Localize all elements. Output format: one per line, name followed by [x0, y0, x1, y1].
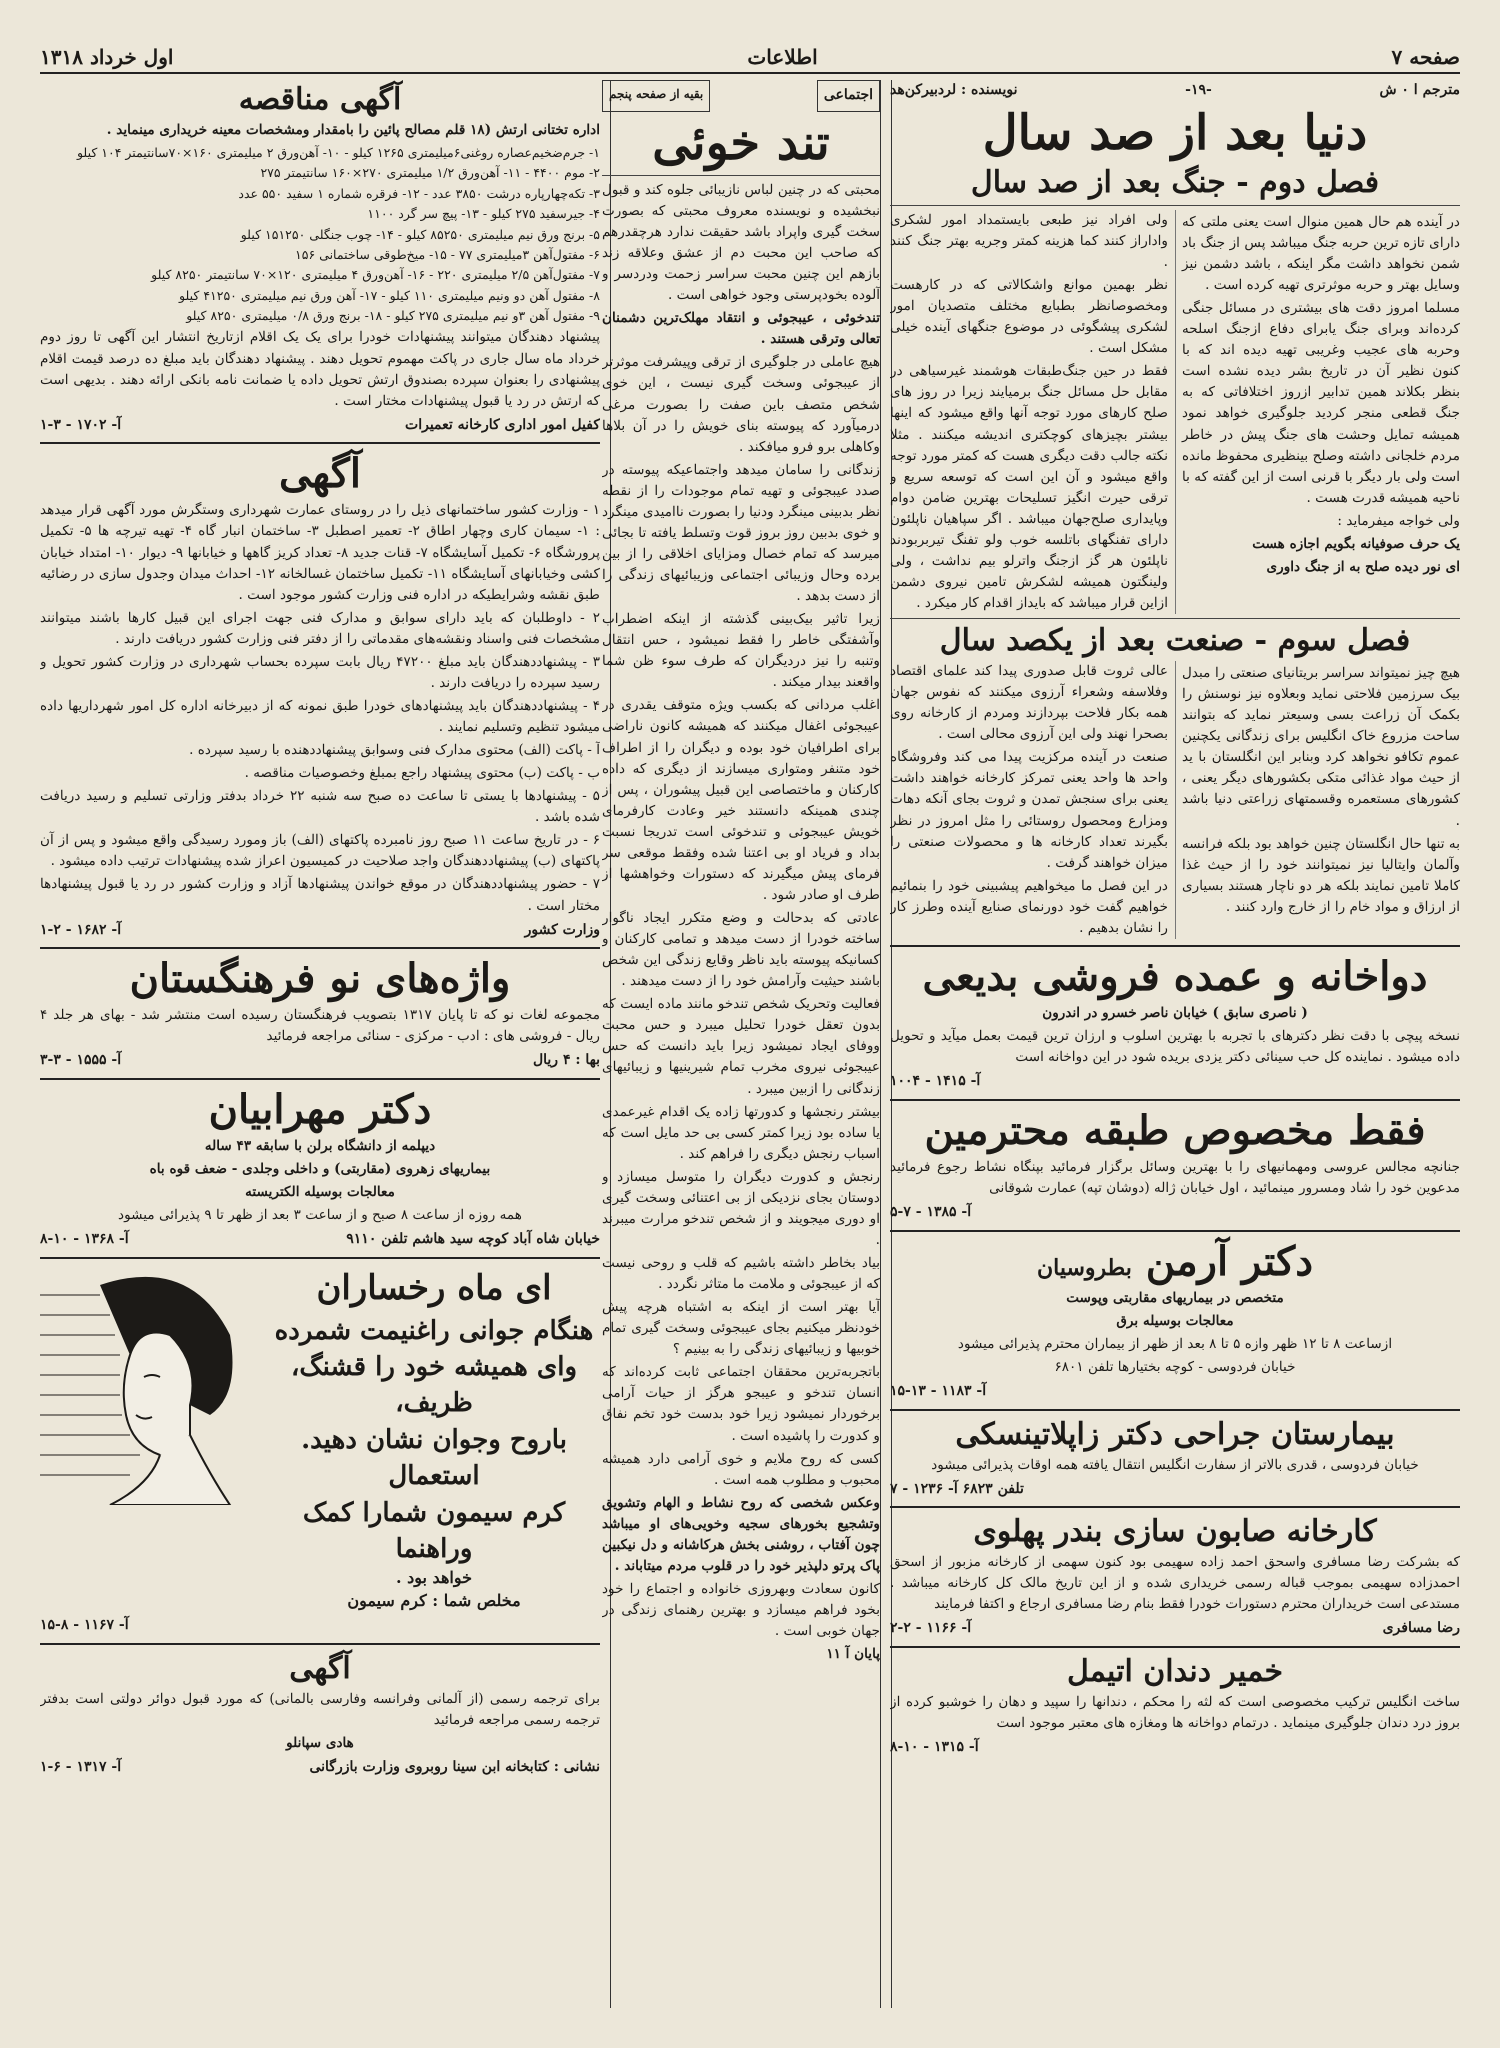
ad-title: آگهی [279, 450, 361, 498]
section-label: اجتماعی [817, 80, 880, 112]
ad-ref: آ- ۱۳۶۸ - ۱۰-۸ [40, 1231, 129, 1248]
ad-ref: آ- ۱۳۱۷ - ۶-۱ [40, 1758, 122, 1775]
article-title: تند خوئی [652, 114, 830, 171]
doctor-surname: بطروسیان [1036, 1254, 1132, 1281]
list-item: ۷- مفتول‌آهن ۲/۵ میلیمتری ۲۲۰ - ۱۶- آهن‌ورق ۴ میلیمتری ۱۲۰×۷۰ سانتیمتر ۸۲۵۰ کیلو [151, 267, 600, 283]
paragraph: هیچ چیز نمیتواند سراسر بریتانیای صنعتی را مبدل بیک سرزمین فلاحتی نماید وبعلاوه نیز نوسنش را بکمک آن زراعت بسی وسیعتر نماید که بتوانند ساحت مزروع خاک انگلیس برای زندگانی یکچنین عموم تکافو نخواهد کرد وبنابر این انگلستان با ید از حیث مواد غذائی متکی بکشورهای دیگر یعنی ، کشورهای مستعمره وقسمتهای زراعتی دنیا باشد . [1182, 665, 1460, 829]
ad-dr-armen [890, 1238, 1460, 1403]
paragraph: ولی افراد نیز طبعی بایستمداد امور لشکری واداراز کنند کما هزینه کمتر وجریه بهتر جنگ کنند . [890, 211, 1168, 270]
ad-tender [40, 82, 600, 436]
list-item: ۵- برنج ورق نیم میلیمتری ۸۵۲۵۰ کیلو - ۱۴- چوب جنگلی ۱۵۱۲۵۰ کیلو [240, 226, 600, 242]
paragraph: هیچ عاملی در جلوگیری از ترقی وپیشرفت موثرتر از عیبجوئی وسخت گیری نیست ، این خوی شخص متصف باین صفت را بصورت مرغی درمیآورد که پیوسته بنای خویش را در آن بلاها وکاهلی برو فرو میافکند . [602, 354, 880, 455]
chapter-three-title: فصل سوم - صنعت بعد از یکصد سال [939, 623, 1411, 659]
ad-body: خیابان فردوسی ، قدری بالاتر از سفارت انگلیس انتقال یافته همه اوقات پذیرائی میشود [931, 1456, 1419, 1473]
article-title: دنیا بعد از صد سال [982, 104, 1368, 161]
paragraph: باتجربه‌ترین محققان اجتماعی ثابت کرده‌اند که انسان تندخو و عیبجو هرگز از حیات آرامی برخوردار نمیشود زیرا خود بدست خود تخم نفاق و کدورت را پاشیده است . [602, 1364, 880, 1444]
list-item: ب - پاکت (ب) محتوی پیشنهاد راجع بمبلغ وخصوصیات مناقصه . [244, 765, 600, 782]
ad-body: برای ترجمه رسمی (از آلمانی وفرانسه وفارسی بالمانی) که مورد قبول دوائر دولتی است بدفتر ترجمه رسمی مراجعه فرمائید [40, 1690, 600, 1728]
article-byline [890, 80, 1460, 102]
paragraph: به تنها حال انگلستان چنین خواهد بود بلکه فرانسه وآلمان وایتالیا نیز نمیتوانند خود را از حیث غذا کاملا تامین نمایند بلکه هر دو ناچار هستند بسیاری از ارزاق و مواد خام را از خارج وارد کنند . [1182, 835, 1460, 915]
ad-dr-mehrabian [40, 1086, 600, 1251]
paragraph: کانون سعادت وبهروزی خانواده و اجتماع را خود بخود فراهم میسازد و بهترین رهنمای زندگی در جهان خوبی است . [602, 1580, 880, 1640]
ad-title [890, 1238, 1460, 1286]
list-item: ۴ - پیشنهاددهندگان باید پیشنهادهای خودرا طبق نمونه که از دبیرخانه اداره کل امور شهرداریها داده میشود تنظیم وتسلیم نمایند . [40, 697, 600, 735]
woman-portrait-illustration [40, 1265, 260, 1505]
ad-name: هادی سپانلو [286, 1734, 354, 1751]
ad-body: نسخه پیچی با دقت نظر دکترهای با تجربه با بهترین اسلوب و ارزان ترین قیمت بعمل میآید و تحویل داده میشود . نماینده کل حب سینائی دکتر یزدی بریده شود در این دواخانه است [890, 1027, 1460, 1065]
list-item: ۶- مفتول‌آهن ۳میلیمتری ۷۷ - ۱۵- میخ‌طوقی ساختمانی ۱۵۶ [295, 246, 600, 262]
divider [40, 1078, 600, 1080]
right-column [890, 80, 1460, 2008]
ad-address: خیابان شاه آباد کوچه سید هاشم تلفن ۹۱۱۰ [346, 1231, 600, 1248]
list-item: ۹- مفتول آهن ۳و نیم میلیمتری ۲۷۵ کیلو - ۱۸- برنج ورق ۰/۸ میلیمتری ۸۲۵۰ کیلو [186, 308, 600, 324]
divider [40, 1257, 600, 1259]
ad-treatment: معالجات بوسیله الکتریسته [245, 1184, 395, 1201]
chapter-two-body [890, 210, 1460, 614]
paragraph: زندگانی را سامان میدهد واجتماعیکه پیوسته در صدد عیبجوئی و تهیه تمام موجودات را از نقطه نظر بدبینی مینگرد ودنیا را بصورت ناامیدی مینگرد و خوی بدبین روز بروز قوت وتسلط یافته تا بجائی میرسد که تمام خصال ومزایای اخلاقی را از بین برده وحال وزیبائی اجتماعی وزیبائیهای زندگی را از دست بدهد . [602, 461, 880, 605]
ad-nashat-agency [890, 1107, 1460, 1224]
list-item: ۲- موم ۴۴۰۰ - ۱۱- آهن‌ورق ۱/۲ میلیمتری ۲۷۰×۱۶۰ سانتیمتر ۲۷۵ [260, 165, 600, 181]
cream-ad-layout [40, 1265, 600, 1612]
ad-cream-simon [40, 1265, 600, 1637]
ad-signature: کفیل امور اداری کارخانه تعمیرات [405, 416, 600, 433]
divider [40, 947, 600, 949]
ad-line: کرم سیمون شمارا کمک وراهنما [302, 1497, 566, 1564]
section-header [602, 80, 880, 112]
paragraph: عالی ثروت قابل صدوری پیدا کند علمای اقتصاد وفلاسفه وشعراء آرزوی میکنند که نفوس جهان همه بکار فلاحت بپردازند ومردم از کارخانه روی بصحرا نهند ولی این آرزوی محالی است . [890, 663, 1168, 743]
paragraph: عادتی که بدحالت و وضع متکرر ایجاد ناگوار ساخته خودرا از دست میدهد و تمامی کارکنان و کسانیکه پیوسته باید ناظر وقایع زندگی این شخص باشند حیثیت وآرامش خود را از دست میدهند . [602, 910, 880, 990]
paragraph: اغلب مردانی که بکسب ویژه متوقف یقدری در عیبجوئی اغفال میکنند که همیشه کانون ناراضی برای اطرافیان خود بوده و دیگران را از اطراف خود متنفر ومتواری میسازند از دیگری که داده کارکنان و ماختصاصی این قبیل پیشوران ، پس از چندی همینکه دانستند خیر وعادت کارفرمای خویش عیبجوئی و تندخوئی است تدریجا نسبت بداد و فریاد او بی اعتنا شده وفقط موقعی سر فرمای پیش میگیرند که دستورات وخواهشها از طرف او صادر شود . [602, 697, 880, 903]
paragraph: ولی خواجه میفرماید : [1337, 512, 1460, 529]
ad-translation [40, 1651, 600, 1779]
ad-treatment: معالجات بوسیله برق [1116, 1312, 1234, 1329]
list-item: ۳ - پیشنهاددهندگان باید مبلغ ۴۷۲۰۰ ریال بابت سپرده بحساب شهرداری در وزارت کشور تحویل و رسید سپرده را دریافت دارند . [40, 653, 600, 691]
ad-hours: ازساعت ۸ تا ۱۲ ظهر وازه ۵ تا ۸ بعد از ظهر از بیماران محترم پذیرائی میشود [957, 1335, 1393, 1352]
ad-title: خمیر دندان اتیمل [1066, 1654, 1283, 1690]
list-item: ۲ - داوطلبان که باید دارای سوابق و مدارک فنی جهت اجرای این قبیل کارها باشند میتوانند مشخصات فنی واسناد ونقشه‌های مقدماتی را از دفتر فنی وزارت کشور دریافت دارند . [40, 609, 600, 647]
ad-title: آگهی [289, 1650, 351, 1686]
masthead [40, 42, 1460, 74]
ad-body: مجموعه لغات نو که تا پایان ۱۳۱۷ بتصویب فرهنگستان رسیده است منتشر شد - بهای هر جلد ۴ ریال - فروشی های : ادب - مرکزی - سنائی مراجعه فرمائید [40, 1007, 600, 1045]
ad-title: دواخانه و عمده فروشی بدیعی [922, 952, 1428, 1000]
divider [890, 1646, 1460, 1648]
divider [40, 1643, 600, 1645]
doctor-title: دکتر آرمن [1145, 1237, 1314, 1285]
ad-brand: مخلص شما : کرم سیمون [347, 1590, 521, 1610]
ad-ref: آ- ۱۱۶۷ - ۸-۱۵ [40, 1617, 129, 1634]
ad-ref: آ- ۱۴۱۵ - ۱۰۰۴ [890, 1073, 981, 1090]
paragraph: تندخوئی ، عیبجوئی و انتقاد مهلک‌ترین دشمنان تعالی وترقی هستند . [602, 310, 880, 348]
list-item: ۱- جرم‌ضخیم‌عصاره روغنی‌۶میلیمتری ۱۲۶۵ کیلو - ۱۰- آهن‌ورق ۲ میلیمتری ۱۶۰×۷۰سانتیمتر ۱۰۴ کیلو [76, 145, 600, 161]
paragraph: زیرا تاثیر بیک‌بینی گذشته از اینکه اضطراب وآشفتگی خاطر را فقط نمیشود ، حس انتقال وتنبه را نیز دردیگران که طرف سوء ظن شما واقعند بیدار میکند . [602, 611, 880, 691]
ad-body: جنانچه مجالس عروسی ومهمانیهای را با بهترین وسائل برگزار فرمائید بپنگاه نشاط رجوع فرمائید مدعوین خود را شاد ومسرور مینمائید ، اول خیابان ژاله (دوشان تپه) عمارت شوقانی [890, 1158, 1460, 1196]
ad-address: ( ناصری سابق ) خیابان ناصر خسرو در اندرون [1042, 1004, 1308, 1021]
ad-subtitle: دیپلمه از دانشگاه برلن با سابقه ۴۳ ساله [204, 1138, 436, 1155]
article-end: پایان آ ۱۱ [826, 1646, 880, 1663]
ad-title: آگهی مناقصه [238, 82, 402, 117]
divider [890, 1506, 1460, 1508]
author: نویسنده : لردبیرکن‌هد [890, 82, 1018, 98]
divider [890, 205, 1460, 206]
paragraph: کسی که روح ملایم و خوی آرامی دارد همیشه محبوب و مطلوب همه است . [602, 1450, 880, 1488]
paragraph: صنعت در آینده مرکزیت پیدا می کند وفروشگاه واحد ها واحد یعنی تمرکز کارخانه خواهند داشت یعنی برای سنجش تمدن و ثروت بجای آنکه دهات ومزارع ومحصول روستائی را مثل امروز در نظر بگیرند تعداد کارخانه ها و محصولات صنعتی را میزان خواهند گرفت . [890, 749, 1168, 871]
ad-price: بها : ۴ ریال [532, 1052, 600, 1069]
ad-body: که بشرکت رضا مسافری واسحق احمد زاده سهیمی بود کنون سهمی از کارخانه مزبور از اسحق احمدزاده سهیمی بموجب قباله رسمی خریداری شده و از این تاریخ مالک کل کارخانه میباشد . مستدعی است خریداران محترم دستورات خودرا فقط بنام رضا مسافری ارجاع و اکتفا فرمایند [890, 1554, 1460, 1613]
ad-body: ساخت انگلیس ترکیب مخصوصی است که لثه را محکم ، دندانها را سپید و دهان را خوشبو کرده از بروز درد دندان جلوگیری مینماید . درتمام دواخانه ها ومغازه های معتبر موجود است [890, 1694, 1460, 1732]
paper-name: اطلاعات [747, 45, 818, 69]
divider [890, 618, 1460, 619]
ad-ref: تلفن ۶۸۲۳ آ- ۱۲۳۶ - ۷ [890, 1480, 1024, 1497]
ad-line: خواهد بود . [396, 1568, 472, 1588]
translator: مترجم ا ۰ ش [1379, 82, 1460, 98]
paragraph: وعکس شخصی که روح نشاط و الهام وتشویق وتشجیع بخورهای سجیه وخویی‌های او میباشد چون آفتاب ، روشنی بخش هرکاشانه و دل نیکبین پاک پرتو دلپذیر خود را در قلوب مردم میتاباند . [602, 1494, 880, 1574]
ad-ref: آ- ۱۶۸۲ - ۲-۱ [40, 921, 122, 938]
left-column [40, 80, 600, 2008]
ad-line: هنگام جوانی راغنیمت شمرده [274, 1315, 594, 1346]
paragraph: در این فصل ما میخواهیم پیشبینی خود را بنمائیم خواهیم گفت خود دورنمای صنایع آینده وطرز کار را نشان بدهیم . [890, 877, 1168, 936]
ad-farhangestan-words [40, 955, 600, 1072]
ad-ref: آ- ۱۳۸۵ - ۷-۵ [890, 1203, 972, 1220]
list-item: ۷ - حضور پیشنهاددهندگان در موقع خواندن پیشنهادها آزاد و وزارت کشور در رد یا قبول پیشنهادها مختار است . [40, 876, 600, 914]
divider [890, 1409, 1460, 1411]
ad-ref: آ- ۱۵۵۵ - ۳-۳ [40, 1052, 122, 1069]
divider [890, 945, 1460, 947]
column-divider-right [880, 80, 881, 2008]
paragraph: مسلما امروز دقت های بیشتری در مسائل جنگی کرده‌اند وبرای جنگ یابرای دفاع ازجنگ اسلحه وحربه های عجیب وغریبی تهیه دیده اند که با کنون نظیر آن در تاریخ بشر دیده نشده است بنظر بکلاند همین تدابیر ازروز اختلافاتی که به جنگ قطعی منجر کردید جلوگیری خواهد نمود همیشه تمایل وحشت های جنگ پیش در خاطر مردم خلجانی داشته وصلح بینظیری محفوظ مانده است ولی بار دیگر با قرنی است از این گفته که با ناحیه همیشه قدرت هست . [1182, 300, 1460, 506]
ad-title: کارخانه صابون سازی بندر پهلوی [973, 1514, 1377, 1550]
list-item: ۶ - در تاریخ ساعت ۱۱ صبح روز نامبرده پاکتهای (الف) باز ومورد رسیدگی واقع میشود و پس از آن پاکتهای (ب) پیشنهاددهندگان واجد صلاحیت در کمیسیون اعراز شده پیشنهادات ترتیب داده میشود . [40, 832, 600, 870]
ad-address: خیابان فردوسی - کوچه بختیارها تلفن ۶۸۰۱ [1054, 1358, 1296, 1375]
ad-badiei-pharmacy [890, 953, 1460, 1093]
cream-ad-text [268, 1265, 600, 1612]
page-number: صفحه ۷ [1391, 45, 1460, 69]
paragraph: نظر بهمین موانع واشکالاتی که در کارهست ومخصوصانظر بطبایع مختلف متصدیان امور لشکری پیشگوئی در موضوع جنگهای آینده خیلی مشکل است . [890, 277, 1168, 357]
list-item: ۳- تکه‌چهارپاره درشت ۳۸۵۰ عدد - ۱۲- فرقره شماره ۱ سفید ۵۵۰ عدد [238, 185, 600, 201]
ad-ref: آ- ۱۱۶۶ - ۲-۲ [890, 1620, 972, 1637]
paragraph: بیشتر رنجشها و کدورتها زاده یک اقدام غیرعمدی یا ساده بود زیرا کمتر کسی بی حد مایل است که اسباب رنجش دیگری را فراهم کند . [602, 1103, 880, 1162]
ad-atimel-toothpaste [890, 1654, 1460, 1759]
ad-body: پیشنهاد دهندگان میتوانند پیشنهادات خودرا برای یک یک اقلام ازتاریخ انتشار این آگهی تا روز دوم خرداد ماه سال جاری در پاکت مهموم تحویل دهند . پیشنهاد دهندگان باید مبلغ ده درصد قیمت اقلام پیشنهادی را بعنوان سپرده بصندوق ارتش تحویل داده یا ضمانت نامه بانکی ارائه دهند . بدیهی است که ارتش در رد یا قبول پیشنهادات مختار است . [40, 329, 600, 409]
ad-intro: اداره تختانی ارتش (۱۸ قلم مصالح پائین را بامقدار ومشخصات معینه خریداری مینماید . [106, 122, 600, 138]
ad-ref: آ- ۱۷۰۲ - ۳-۱ [40, 416, 122, 433]
ad-line: باروح وجوان نشان دهید. استعمال [301, 1424, 567, 1492]
ad-title: دکتر مهرابیان [208, 1086, 432, 1134]
ad-signature: وزارت کشور [524, 921, 600, 938]
ad-soap-factory [890, 1514, 1460, 1640]
ad-address: نشانی : کتابخانه ابن سینا روبروی وزارت بازرگانی [309, 1758, 600, 1775]
divider [40, 442, 600, 444]
chapter-three-body [890, 661, 1460, 939]
list-item: ۵ - پیشنهادها با یستی تا ساعت ده صبح سه شنبه ۲۲ خرداد بدفتر وزارتی تسلیم و رسید دریافت شده باشد . [40, 788, 600, 826]
paragraph: در آینده هم حال همین منوال است یعنی ملتی که دارای تازه ترین حربه جنگ میباشد پس از جنگ باد شمن نخواهد داشت مگر اینکه ، باشد دشمن نیز وسایل بهتر و حربه موثرتری تهیه کرده است . [1182, 213, 1460, 294]
ad-interior-ministry [40, 450, 600, 941]
list-item: ۴- جیرسفید ۲۷۵ کیلو - ۱۳- پیچ سر گرد ۱۱۰۰ [367, 206, 600, 222]
divider [602, 175, 880, 176]
divider [890, 1230, 1460, 1232]
verse-line: یک حرف صوفیانه بگویم اجازه هست [1252, 535, 1460, 552]
ad-line: وای همیشه خود را قشنگ، ظریف، [290, 1351, 578, 1419]
paragraph: بیاد بخاطر داشته باشیم که قلب و روحی نیست که از عیبجوئی و ملامت ما متاثر نگردد . [602, 1255, 880, 1293]
issue-date: اول خرداد ۱۳۱۸ [40, 45, 174, 69]
ad-ref: آ- ۱۱۸۳ - ۱۳-۱۵ [890, 1382, 987, 1399]
ad-title: فقط مخصوص طبقه محترمین [924, 1106, 1426, 1154]
paragraph: محبتی که در چنین لباس نازیبائی جلوه کند و قبول نبخشیده و نویسنده معروف محبتی که بصورت سخت گیری واپراد باشد حقیقت ندارد هرچقدرهم که صاحب این محبت دم از عشق وعلاقه زند بازهم این چنین محبت سراسر زحمت ودردسر و آلوده بخودپرستی وجود خواهی است . [602, 181, 880, 304]
paragraph: آیا بهتر است از اینکه به اشتباه هرچه پیش خودنظر میکنیم بجای عیبجوئی وسخت گیری تمام خوبیها و زیبائیهای زندگی را به بینیم ؟ [602, 1299, 880, 1358]
divider [890, 1099, 1460, 1101]
continued-note: بقیه از صفحه پنجم [602, 80, 710, 112]
ad-title: بیمارستان جراحی دکتر زاپلاتینسکی [955, 1416, 1395, 1452]
list-item: ۸- مفتول آهن دو ونیم میلیمتری ۱۱۰ کیلو - ۱۷- آهن ورق نیم میلیمتری ۴۱۲۵۰ کیلو [179, 287, 600, 303]
paragraph: رنجش و کدورت دیگران را متوسل میسازد و دوستان بجای نزدیکی از بی اعتنائی وسخت گیری او دوری میجویند و از شخص تندخو مرارت میبرند . [602, 1168, 880, 1248]
middle-column [602, 80, 880, 2008]
paragraph: فعالیت وتحریک شخص تندخو مانند ماده ایست که بدون تعقل خودرا تحلیل میبرد و حس محبت ووفای ایجاد نمیشود زیرا باید دانست که حس عیبجوئی نیروی مخرب تمام شیرینیها و زیبائیهای زندگانی را ازبین میبرد . [602, 996, 880, 1097]
article-body [602, 180, 880, 1665]
ad-ref: آ- ۱۳۱۵ - ۱۰-۸ [890, 1739, 979, 1756]
ad-specialty: متخصص در بیماریهای مقاربتی وپوست [1066, 1289, 1284, 1306]
ad-zaplatinsky-hospital [890, 1417, 1460, 1501]
list-item: آ - پاکت (الف) محتوی مدارک فنی وسوابق پیشنهاددهنده با رسید سپرده . [189, 742, 600, 759]
verse-line: ای نور دیده صلح به از جنگ داوری [1266, 558, 1460, 575]
ad-signature: رضا مسافری [1382, 1620, 1460, 1637]
episode-number: -۱۹- [1185, 82, 1212, 98]
ad-title: واژه‌های نو فرهنگستان [129, 955, 511, 1003]
list-item: ۱ - وزارت کشور ساختمانهای ذیل را در روستای عمارت شهرداری وستگرش مورد آگهی قرار میدهد : ۱- سیمان کاری وچهار اطاق ۲- تعمیر اصطبل ۳- ساختمان انبار گاه ۴- تهیه تیرچه ها ۵- تکمیل پرورشگاه ۶- تکمیل آسایشگاه ۷- قنات جدید ۸- تعداد کریز گاهها و خیابانها ۹- دیوار ۱۰- امتداد خیابان کشی وخیابانهای آسایشگاه ۱۱- تکمیل ساختمان غسالخانه ۱۲- احداث میدان وجدول سازی در رضائیه طبق نقشه وشرایطیکه در اداره فنی وزارت کشور موجود است . [40, 502, 600, 603]
paragraph: فقط در حین جنگ‌طبقات هوشمند غیرسیاهی در مقابل حل مسائل جنگ برمیایند زیرا در روز های صلح کارهای مورد توجه آنها واقع میشود که اینها بیشتر بچیزهای کوچکتری اندیشه میکنند . مثلا نکته جالب دقت دیگری هست که کمتر مورد توجه واقع میشود و آن این است که توسعه سریع و ترقی حیرت انگیز تسلیحات بهترین ضامن دوام وپایداری صلح‌جهان میباشد . اگر سپاهیان ناپلئون دارای تفنگهای باتلسه خوب ولو تفنگ تیربربودند ناپلئون هر گز ازجنگ واترلو بیم نداشت ، ولی ولینگتون همیشه لشکرش تامین نیروی دشمن ازاین قرار میباشد که بایداز اقدام کار میکرد . [890, 363, 1168, 611]
ad-hours: همه روزه از ساعت ۸ صبح و از ساعت ۳ بعد از ظهر تا ۹ پذیرائی میشود [118, 1207, 522, 1224]
ad-headline: ای ماه رخساران [316, 1268, 552, 1308]
tender-items [40, 143, 600, 325]
chapter-two-title: فصل دوم - جنگ بعد از صد سال [970, 164, 1380, 200]
ad-specialty: بیماریهای زهروی (مقاربتی) و داخلی وجلدی - ضعف قوه باه [149, 1161, 491, 1178]
